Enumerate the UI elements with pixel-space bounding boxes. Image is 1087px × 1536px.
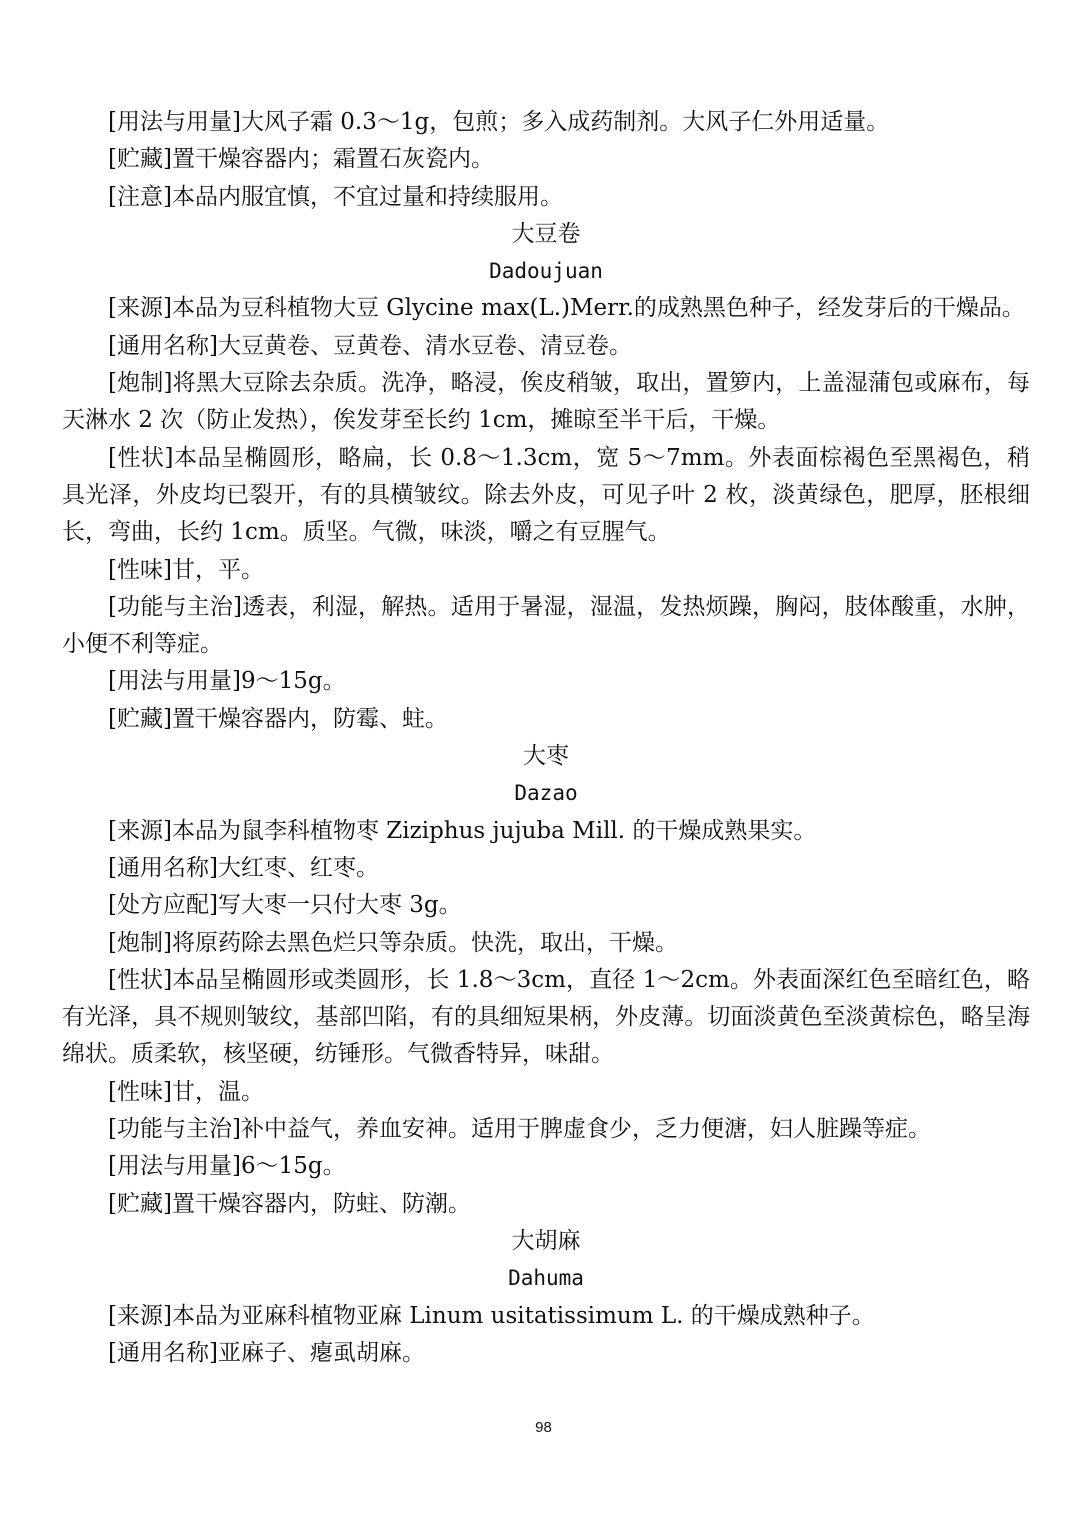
paragraph-storage: [贮藏]置干燥容器内，防霉、蛀。	[108, 705, 448, 732]
paragraph-functions: [功能与主治]透表，利湿，解热。适用于暑湿，湿温，发热烦躁，胸闷，肢体酸重，水肿，小便不利等症。	[62, 593, 1030, 658]
paragraph-processing: [炮制]将黑大豆除去杂质。洗净，略浸，俟皮稍皱，取出，置箩内，上盖湿蒲包或麻布，每天淋水 2 次（防止发热），俟发芽至长约 1cm，摊晾至半干后，干燥。	[62, 370, 1030, 434]
page-number: 98	[535, 1419, 552, 1436]
paragraph-dosage: [用法与用量]6～15g。	[108, 1153, 346, 1180]
entry-pinyin-dazao: Dazao	[514, 781, 578, 806]
paragraph-caution: [注意]本品内服宜慎，不宜过量和持续服用。	[108, 183, 563, 210]
paragraph-usage: [用法与用量]大风子霜 0.3～1g，包煎；多入成药制剂。大风子仁外用适量。	[108, 109, 890, 135]
paragraph-characteristics: [性状]本品呈椭圆形或类圆形，长 1.8～3cm，直径 1～2cm。外表面深红色至暗红色，略有光泽，具不规则皱纹，基部凹陷，有的具细短果柄，外皮薄。切面淡黄色至淡黄棕色，略呈海绵状。质柔软，核坚硬，纺锤形。气微香特异，味甜。	[62, 966, 1030, 1068]
entry-title-dadoujuan: 大豆卷	[511, 220, 581, 247]
paragraph-processing: [炮制]将原药除去黑色烂只等杂质。快洗，取出，干燥。	[108, 929, 678, 956]
document-body	[62, 104, 1030, 1372]
entry-title-dazao: 大枣	[523, 743, 569, 770]
entry-title-dahuma: 大胡麻	[511, 1227, 581, 1254]
paragraph-common-names: [通用名称]亚麻子、瘪虱胡麻。	[108, 1339, 425, 1366]
paragraph-taste: [性味]甘，平。	[108, 556, 264, 583]
paragraph-taste: [性味]甘，温。	[108, 1078, 264, 1105]
paragraph-source: [来源]本品为亚麻科植物亚麻 Linum usitatissimum L. 的干燥成熟种子。	[108, 1302, 875, 1329]
paragraph-prescription: [处方应配]写大枣一只付大枣 3g。	[108, 892, 462, 919]
paragraph-storage: [贮藏]置干燥容器内；霜置石灰瓷内。	[108, 146, 494, 173]
entry-pinyin-dadoujuan: Dadoujuan	[489, 259, 603, 284]
paragraph-storage: [贮藏]置干燥容器内，防蛀、防潮。	[108, 1190, 471, 1217]
entry-pinyin-dahuma: Dahuma	[508, 1266, 584, 1291]
paragraph-common-names: [通用名称]大红枣、红枣。	[108, 854, 379, 881]
paragraph-source: [来源]本品为豆科植物大豆 Glycine max(L.)Merr.的成熟黑色种子，经发芽后的干燥品。	[108, 295, 1025, 322]
paragraph-dosage: [用法与用量]9～15g。	[108, 668, 346, 695]
paragraph-common-names: [通用名称]大豆黄卷、豆黄卷、清水豆卷、清豆卷。	[108, 332, 632, 359]
paragraph-characteristics: [性状]本品呈椭圆形，略扁，长 0.8～1.3cm，宽 5～7mm。外表面棕褐色至黑褐色，稍具光泽，外皮均已裂开，有的具横皱纹。除去外皮，可见子叶 2 枚，淡黄绿色，肥厚，胚根细长，弯曲，长约 1cm。质坚。气微，味淡，嚼之有豆腥气。	[62, 444, 1030, 546]
paragraph-functions: [功能与主治]补中益气，养血安神。适用于脾虚食少，乏力便溏，妇人脏躁等症。	[108, 1116, 931, 1143]
paragraph-source: [来源]本品为鼠李科植物枣 Ziziphus jujuba Mill. 的干燥成熟果实。	[108, 817, 817, 844]
